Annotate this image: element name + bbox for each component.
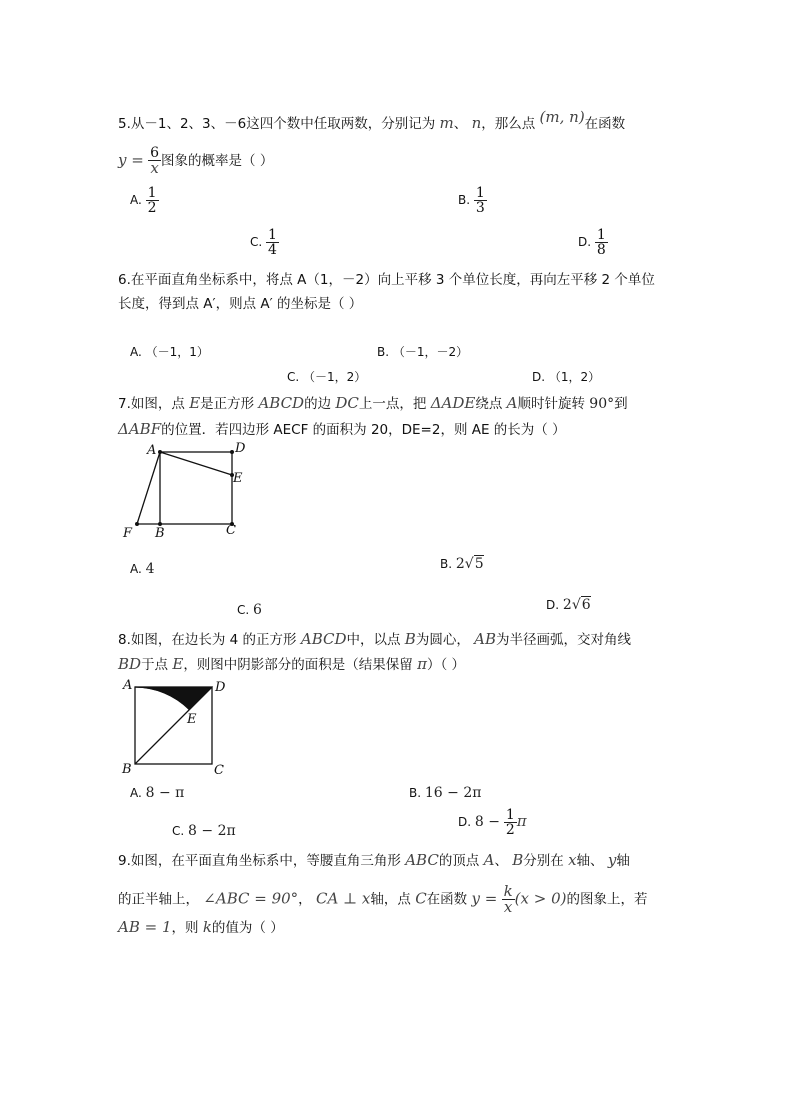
q9-var-y: y xyxy=(607,851,617,869)
q9-text-c: 、 xyxy=(494,853,508,869)
q5-point: (m, n) xyxy=(539,108,585,126)
q9-ab-eq: AB = 1 xyxy=(118,918,172,936)
q7-segment-ae xyxy=(160,452,232,475)
option-label: C. xyxy=(287,370,300,384)
q7-text-d: 上一点，把 xyxy=(358,396,427,412)
radical-sign: √ xyxy=(464,556,474,572)
option-label: C. xyxy=(172,824,185,838)
q8-text-g: ）（ ） xyxy=(426,657,466,673)
option-post: π xyxy=(516,812,527,830)
q7-option-d[interactable] xyxy=(546,597,591,613)
q7-label-f: F xyxy=(123,526,133,541)
q7-var-e: E xyxy=(189,394,201,412)
q6-line1: 6.在平面直角坐标系中，将点 A（1，－2）向上平移 3 个单位长度，再向左平移 2 个单位 xyxy=(118,272,655,288)
q7-var-dc: DC xyxy=(335,394,359,412)
fraction-den: 4 xyxy=(268,242,277,258)
fraction-den: 3 xyxy=(475,200,485,216)
q7-label-c: C xyxy=(226,523,236,538)
q5-sep: 、 xyxy=(453,116,468,132)
fraction-num: 1 xyxy=(475,185,485,201)
q8-var-bd: BD xyxy=(118,655,142,673)
q7-label-d: D xyxy=(235,441,246,456)
fraction-den: 8 xyxy=(596,242,606,258)
q9-perp: CA ⊥ x xyxy=(315,889,371,908)
q7-label-b: B xyxy=(155,526,165,541)
q9-text-k: 的图象上，若 xyxy=(566,891,648,908)
q6-option-b[interactable] xyxy=(377,343,468,360)
option-text: 16 − 2π xyxy=(424,785,482,801)
q5-text-line2: 图象的概率是（ ） xyxy=(161,153,274,169)
q8-var-pi: π xyxy=(417,655,427,673)
q8-var-ab: AB xyxy=(474,630,496,648)
q5-text-b: ，那么点 xyxy=(481,116,536,132)
q8-text-d: 为半径画弧，交对角线 xyxy=(495,632,631,648)
option-label: A. xyxy=(130,345,142,359)
fraction-den: x xyxy=(502,899,515,915)
option-pre: 8 − xyxy=(474,814,500,830)
q9-var-x: x xyxy=(568,851,577,869)
q9-line1 xyxy=(118,849,630,869)
option-text: 8 − π xyxy=(145,785,185,801)
q9-text-i: 轴，点 xyxy=(370,891,411,908)
option-text: 6 xyxy=(253,602,262,618)
q8-label-b: B xyxy=(122,762,132,777)
option-fraction xyxy=(474,186,487,215)
q9-text-j: 在函数 xyxy=(426,891,468,908)
q8-option-d[interactable] xyxy=(458,808,527,837)
option-label: B. xyxy=(377,345,390,359)
q5-line1 xyxy=(118,108,626,132)
fraction-num: 1 xyxy=(147,185,157,201)
q6-option-c[interactable] xyxy=(287,368,366,385)
q9-text-m: 的值为（ ） xyxy=(211,920,284,936)
q5-option-a[interactable] xyxy=(130,186,159,215)
q5-var-n: n xyxy=(471,114,482,132)
option-fraction xyxy=(595,228,608,257)
q7-text-f: 顺时针旋转 xyxy=(517,396,585,412)
option-label: C. xyxy=(250,235,263,249)
q7-text-line2: 的位置．若四边形 AECF 的面积为 20，DE=2，则 AE 的长为（ ） xyxy=(161,422,566,438)
fraction-num: 1 xyxy=(596,227,606,243)
option-fraction xyxy=(504,808,517,837)
q9-var-c: C xyxy=(415,889,427,908)
q9-angle: ∠ABC = 90° xyxy=(203,889,299,908)
option-label: D. xyxy=(546,598,560,612)
q7-option-b[interactable] xyxy=(440,556,484,572)
q7-point-f xyxy=(135,522,139,526)
q9-var-a: A xyxy=(483,851,495,869)
option-text: 8 − 2π xyxy=(188,823,236,839)
q9-text-a: 9.如图，在平面直角坐标系中，等腰直角三角形 xyxy=(118,853,401,869)
option-label: C. xyxy=(237,603,250,617)
option-text: （1，2） xyxy=(548,370,601,384)
q9-text-d: 分别在 xyxy=(523,853,564,869)
q7-tri-abf: ΔABF xyxy=(118,420,162,438)
radical-sign: √ xyxy=(571,597,581,613)
fraction-den: 2 xyxy=(505,822,515,838)
option-label: B. xyxy=(440,557,453,571)
q7-degree: 90° xyxy=(589,396,615,412)
option-label: D. xyxy=(532,370,546,384)
q7-figure xyxy=(118,438,258,546)
q7-point-d xyxy=(230,450,234,454)
q6-line2: 长度，得到点 A′，则点 A′ 的坐标是（ ） xyxy=(118,296,363,312)
q7-line1 xyxy=(118,392,628,412)
q8-var-abcd: ABCD xyxy=(300,630,347,648)
q8-option-a[interactable] xyxy=(130,785,184,801)
q7-line2 xyxy=(118,418,566,438)
q9-var-k: k xyxy=(202,918,212,936)
q8-label-e: E xyxy=(187,712,197,727)
q5-option-b[interactable] xyxy=(458,186,487,215)
option-radicand: 5 xyxy=(474,556,484,572)
q8-var-e: E xyxy=(172,655,184,673)
q8-label-d: D xyxy=(215,680,226,695)
q9-func-y: y = xyxy=(471,889,498,908)
option-label: D. xyxy=(458,815,472,829)
q9-func-cond: (x > 0) xyxy=(514,889,567,908)
q9-text-e: 轴、 xyxy=(576,853,604,869)
option-label: B. xyxy=(409,786,422,800)
q9-var-abc: ABC xyxy=(405,851,439,869)
q7-segment-af xyxy=(137,452,160,524)
fraction-num: 1 xyxy=(505,807,515,823)
option-text: （－1，－2） xyxy=(392,345,469,359)
q9-text-h: ， xyxy=(298,891,312,908)
option-coef: 2 xyxy=(455,556,465,572)
q9-text-f: 轴 xyxy=(616,853,630,869)
fraction-den: 2 xyxy=(147,200,157,216)
q9-text-g: 的正半轴上， xyxy=(118,891,199,908)
option-fraction xyxy=(146,186,159,215)
q5-func-fraction xyxy=(148,146,161,176)
q7-text-g: 到 xyxy=(614,396,628,412)
q5-func-y: y = xyxy=(118,151,144,169)
q5-option-d[interactable] xyxy=(578,228,608,257)
option-label: D. xyxy=(578,235,592,249)
q5-text-c: 在函数 xyxy=(584,116,626,132)
q8-option-c[interactable] xyxy=(172,823,236,839)
q7-square-abcd xyxy=(160,452,232,524)
option-label: A. xyxy=(130,562,142,576)
q9-text-l: ，则 xyxy=(171,920,199,936)
fraction-num: k xyxy=(503,882,513,900)
q8-diagonal-bd xyxy=(135,687,212,764)
q7-text-a: 7.如图，点 xyxy=(118,396,185,412)
fraction-num: 1 xyxy=(268,227,277,243)
q7-point-a xyxy=(158,450,162,454)
q7-var-a: A xyxy=(506,394,518,412)
q8-var-b: B xyxy=(404,630,416,648)
q8-line2 xyxy=(118,653,465,673)
option-label: A. xyxy=(130,193,142,207)
q8-label-c: C xyxy=(214,763,224,778)
q7-option-a[interactable] xyxy=(130,561,155,577)
q8-text-e: 于点 xyxy=(141,657,169,673)
q8-label-a: A xyxy=(123,678,133,693)
option-radicand: 6 xyxy=(581,597,591,613)
q8-text-f: ，则图中阴影部分的面积是（结果保留 xyxy=(183,657,413,673)
q9-line3 xyxy=(118,916,284,936)
q5-line2 xyxy=(118,146,273,176)
q9-var-b: B xyxy=(512,851,524,869)
q7-var-abcd: ABCD xyxy=(258,394,305,412)
q7-text-c: 的边 xyxy=(304,396,332,412)
q7-label-e: E xyxy=(233,471,243,486)
q8-text-b: 中，以点 xyxy=(346,632,401,648)
q9-func-fraction xyxy=(502,884,515,915)
q6-option-d[interactable] xyxy=(532,368,600,385)
q8-option-b[interactable] xyxy=(409,785,481,801)
q7-text-b: 是正方形 xyxy=(200,396,255,412)
q7-option-c[interactable] xyxy=(237,602,262,618)
q8-text-a: 8.如图，在边长为 4 的正方形 xyxy=(118,632,297,648)
q8-figure xyxy=(118,676,238,780)
option-coef: 2 xyxy=(562,597,572,613)
q5-func-den: x xyxy=(148,160,161,176)
q5-func-num: 6 xyxy=(150,145,160,161)
option-text: （－1，2） xyxy=(303,370,367,384)
q5-text-a: 5.从－1、2、3、－6这四个数中任取两数，分别记为 xyxy=(118,116,436,132)
q9-line2 xyxy=(118,884,647,915)
q9-text-b: 的顶点 xyxy=(438,853,480,869)
option-fraction xyxy=(266,228,279,257)
option-text: （－1，1） xyxy=(145,345,209,359)
q5-var-m: m xyxy=(439,114,454,132)
option-text: 4 xyxy=(145,561,155,577)
q7-text-e: 绕点 xyxy=(475,396,503,412)
q5-option-c[interactable] xyxy=(250,228,279,257)
option-label: A. xyxy=(130,786,142,800)
q8-text-c: 为圆心， xyxy=(415,632,470,648)
q7-label-a: A xyxy=(147,443,157,458)
option-label: B. xyxy=(458,193,471,207)
q8-line1 xyxy=(118,628,631,648)
q6-option-a[interactable] xyxy=(130,343,209,360)
q7-tri-ade: ΔADE xyxy=(430,394,476,412)
